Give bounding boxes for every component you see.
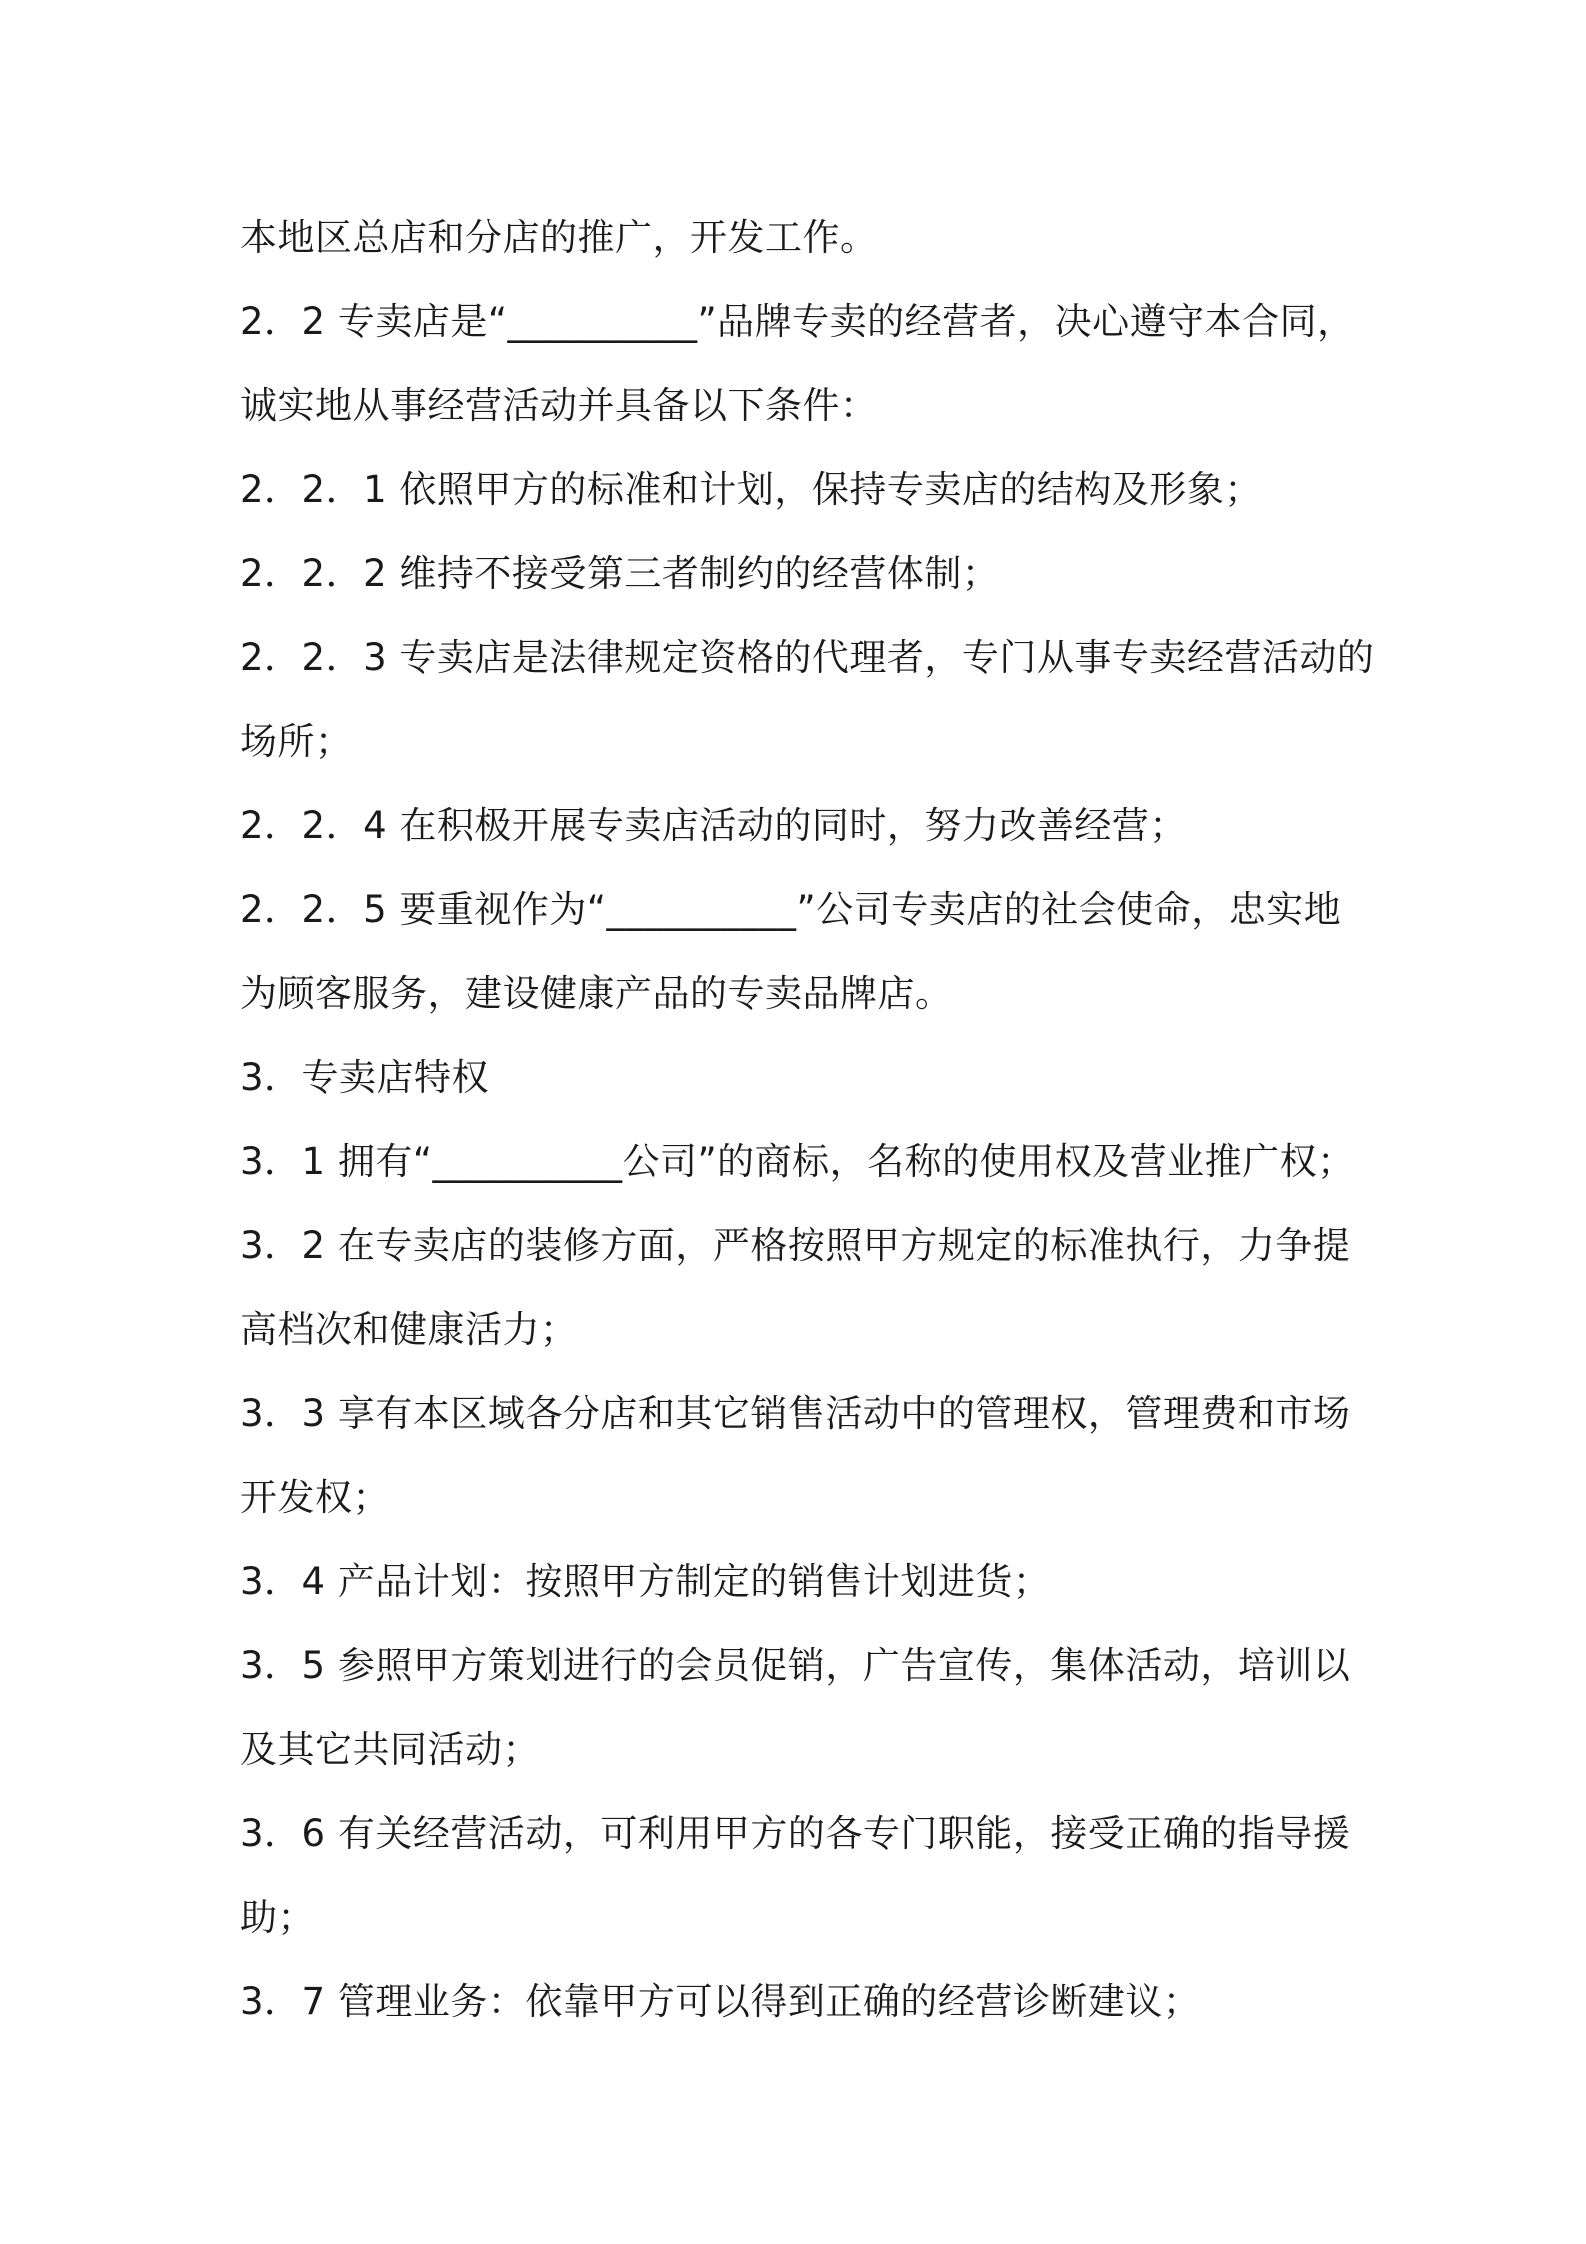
text-line: 2．2．2 维持不接受第三者制约的经营体制；: [240, 552, 1000, 595]
text-line: 场所；: [240, 720, 353, 763]
text-line: 开发权；: [240, 1476, 390, 1519]
text-line: 助；: [240, 1896, 315, 1939]
text-line: 3．2 在专卖店的装修方面，严格按照甲方规定的标准执行，力争提: [240, 1224, 1351, 1267]
text-line: 3．4 产品计划：按照甲方制定的销售计划进货；: [240, 1560, 1051, 1603]
text-line: 及其它共同活动；: [240, 1728, 540, 1771]
text-line: 高档次和健康活力；: [240, 1308, 578, 1351]
text-line: 3．3 享有本区域各分店和其它销售活动中的管理权，管理费和市场: [240, 1392, 1351, 1435]
text-line: 本地区总店和分店的推广，开发工作。: [240, 216, 878, 259]
text-line: 3．7 管理业务：依靠甲方可以得到正确的经营诊断建议；: [240, 1980, 1201, 2023]
text-line: 3．6 有关经营活动，可利用甲方的各专门职能，接受正确的指导援: [240, 1812, 1351, 1855]
text-line: 2．2．5 要重视作为“__________”公司专卖店的社会使命，忠实地: [240, 888, 1342, 931]
text-line: 2．2．4 在积极开展专卖店活动的同时，努力改善经营；: [240, 804, 1187, 847]
section-heading: 3．专卖店特权: [240, 1056, 490, 1099]
text-line: 2．2．3 专卖店是法律规定资格的代理者，专门从事专卖经营活动的: [240, 636, 1375, 679]
text-line: 2．2．1 依照甲方的标准和计划，保持专卖店的结构及形象；: [240, 468, 1262, 511]
text-line: 3．5 参照甲方策划进行的会员促销，广告宣传，集体活动，培训以: [240, 1644, 1351, 1687]
text-line: 为顾客服务，建设健康产品的专卖品牌店。: [240, 972, 953, 1015]
text-line: 2．2 专卖店是“__________”品牌专卖的经营者，决心遵守本合同，: [240, 300, 1355, 343]
document-body: [240, 196, 1375, 2044]
text-line: 3．1 拥有“__________公司”的商标，名称的使用权及营业推广权；: [240, 1140, 1355, 1183]
text-line: 诚实地从事经营活动并具备以下条件：: [240, 384, 878, 427]
